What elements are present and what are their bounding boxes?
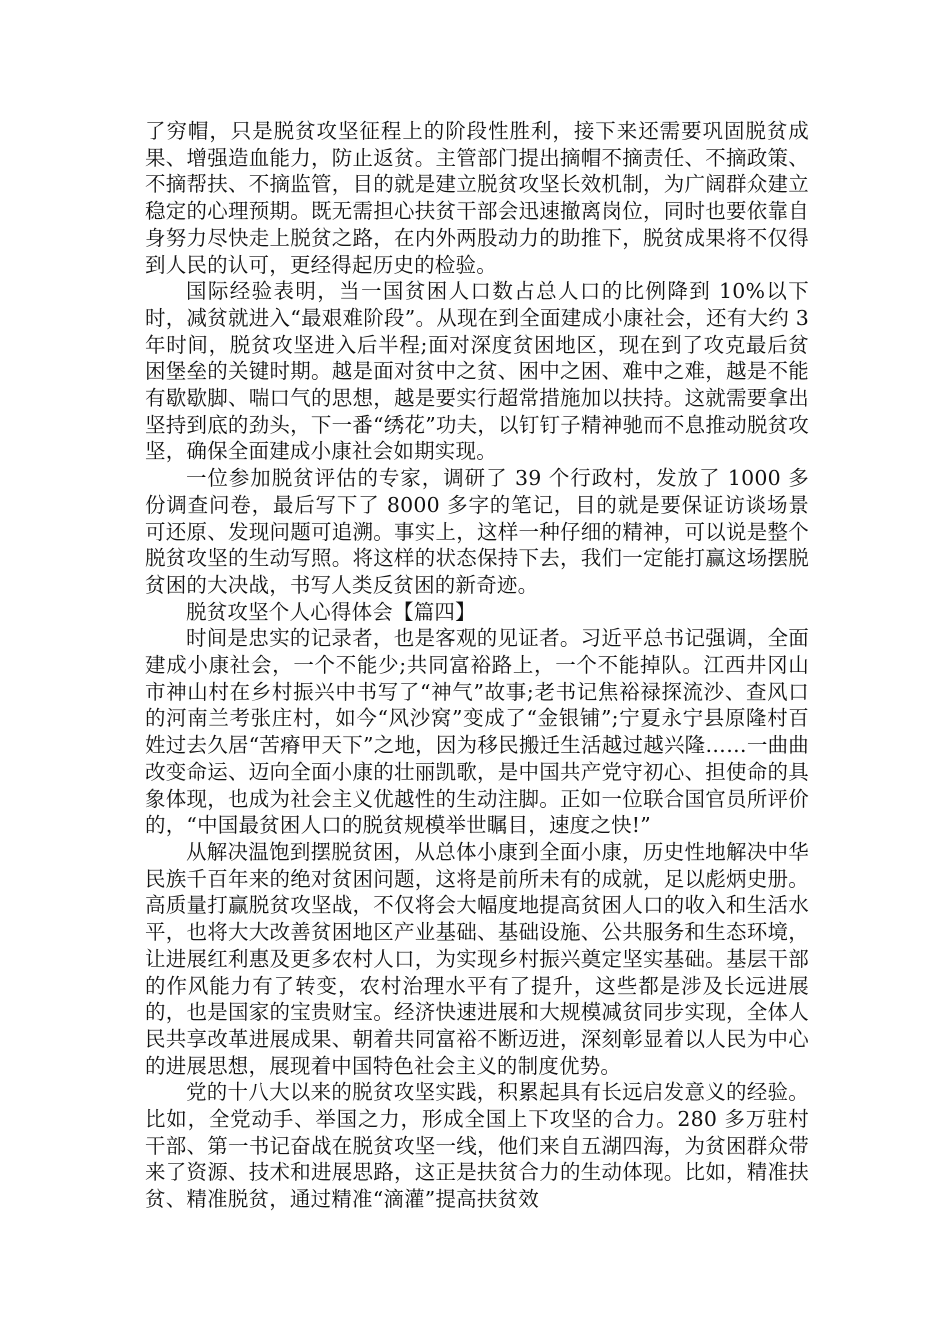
- paragraph: 一位参加脱贫评估的专家，调研了 39 个行政村，发放了 1000 多份调查问卷，最后写下了 8000 多字的笔记，目的就是要保证访谈场景可还原、发现问题可追溯。事实上，这样一种仔细的精神，可以说是整个脱贫攻坚的生动写照。将这样的状态保持下去，我们一定能打赢这场摆脱贫困的大决战，书写人类反贫困的新奇迹。: [145, 466, 809, 597]
- paragraph: 党的十八大以来的脱贫攻坚实践，积累起具有长远启发意义的经验。比如，全党动手、举国之力，形成全国上下攻坚的合力。280 多万驻村干部、第一书记奋战在脱贫攻坚一线，他们来自五湖四海，为贫困群众带来了资源、技术和进展思路，这正是扶贫合力的生动体现。比如，精准扶贫、精准脱贫，通过精准“滴灌”提高扶贫效: [145, 1080, 809, 1212]
- document-body: [145, 118, 809, 1213]
- paragraph: 时间是忠实的记录者，也是客观的见证者。习近平总书记强调，全面建成小康社会，一个不能少;共同富裕路上，一个不能掉队。江西井冈山市神山村在乡村振兴中书写了“神气”故事;老书记焦裕禄探流沙、查风口的河南兰考张庄村，如今“风沙窝”变成了“金银铺”;宁夏永宁县原隆村百姓过去久居“苦瘠甲天下”之地，因为移民搬迁生活越过越兴隆……一曲曲改变命运、迈向全面小康的壮丽凯歌，是中国共产党守初心、担使命的具象体现，也成为社会主义优越性的生动注脚。正如一位联合国官员所评价的，“中国最贫困人口的脱贫规模举世瞩目，速度之快!”: [145, 626, 809, 838]
- paragraph: 国际经验表明，当一国贫困人口数占总人口的比例降到 10%以下时，减贫就进入“最艰难阶段”。从现在到全面建成小康社会，还有大约 3 年时间，脱贫攻坚进入后半程;面对深度贫困地区，现在到了攻克最后贫困堡垒的关键时期。越是面对贫中之贫、困中之困、难中之难，越是不能有歇歇脚、喘口气的思想，越是要实行超常措施加以扶持。这就需要拿出坚持到底的劲头，下一番“绣花”功夫，以钉钉子精神驰而不息推动脱贫攻坚，确保全面建成小康社会如期实现。: [145, 279, 809, 464]
- paragraph: 从解决温饱到摆脱贫困，从总体小康到全面小康，历史性地解决中华民族千百年来的绝对贫困问题，这将是前所未有的成就，足以彪炳史册。高质量打赢脱贫攻坚战，不仅将会大幅度地提高贫困人口的收入和生活水平，也将大大改善贫困地区产业基础、基础设施、公共服务和生态环境，让进展红利惠及更多农村人口，为实现乡村振兴奠定坚实基础。基层干部的作风能力有了转变，农村治理水平有了提升，这些都是涉及长远进展的，也是国家的宝贵财宝。经济快速进展和大规模减贫同步实现，全体人民共享改革进展成果、朝着共同富裕不断迈进，深刻彰显着以人民为中心的进展思想，展现着中国特色社会主义的制度优势。: [145, 839, 809, 1078]
- paragraph-continuation: 了穷帽，只是脱贫攻坚征程上的阶段性胜利，接下来还需要巩固脱贫成果、增强造血能力，防止返贫。主管部门提出摘帽不摘责任、不摘政策、不摘帮扶、不摘监管，目的就是建立脱贫攻坚长效机制，为广阔群众建立稳定的心理预期。既无需担心扶贫干部会迅速撤离岗位，同时也要依靠自身努力尽快走上脱贫之路，在内外两股动力的助推下，脱贫成果将不仅得到人民的认可，更经得起历史的检验。: [145, 119, 809, 277]
- section-heading: 脱贫攻坚个人心得体会【篇四】: [186, 599, 476, 624]
